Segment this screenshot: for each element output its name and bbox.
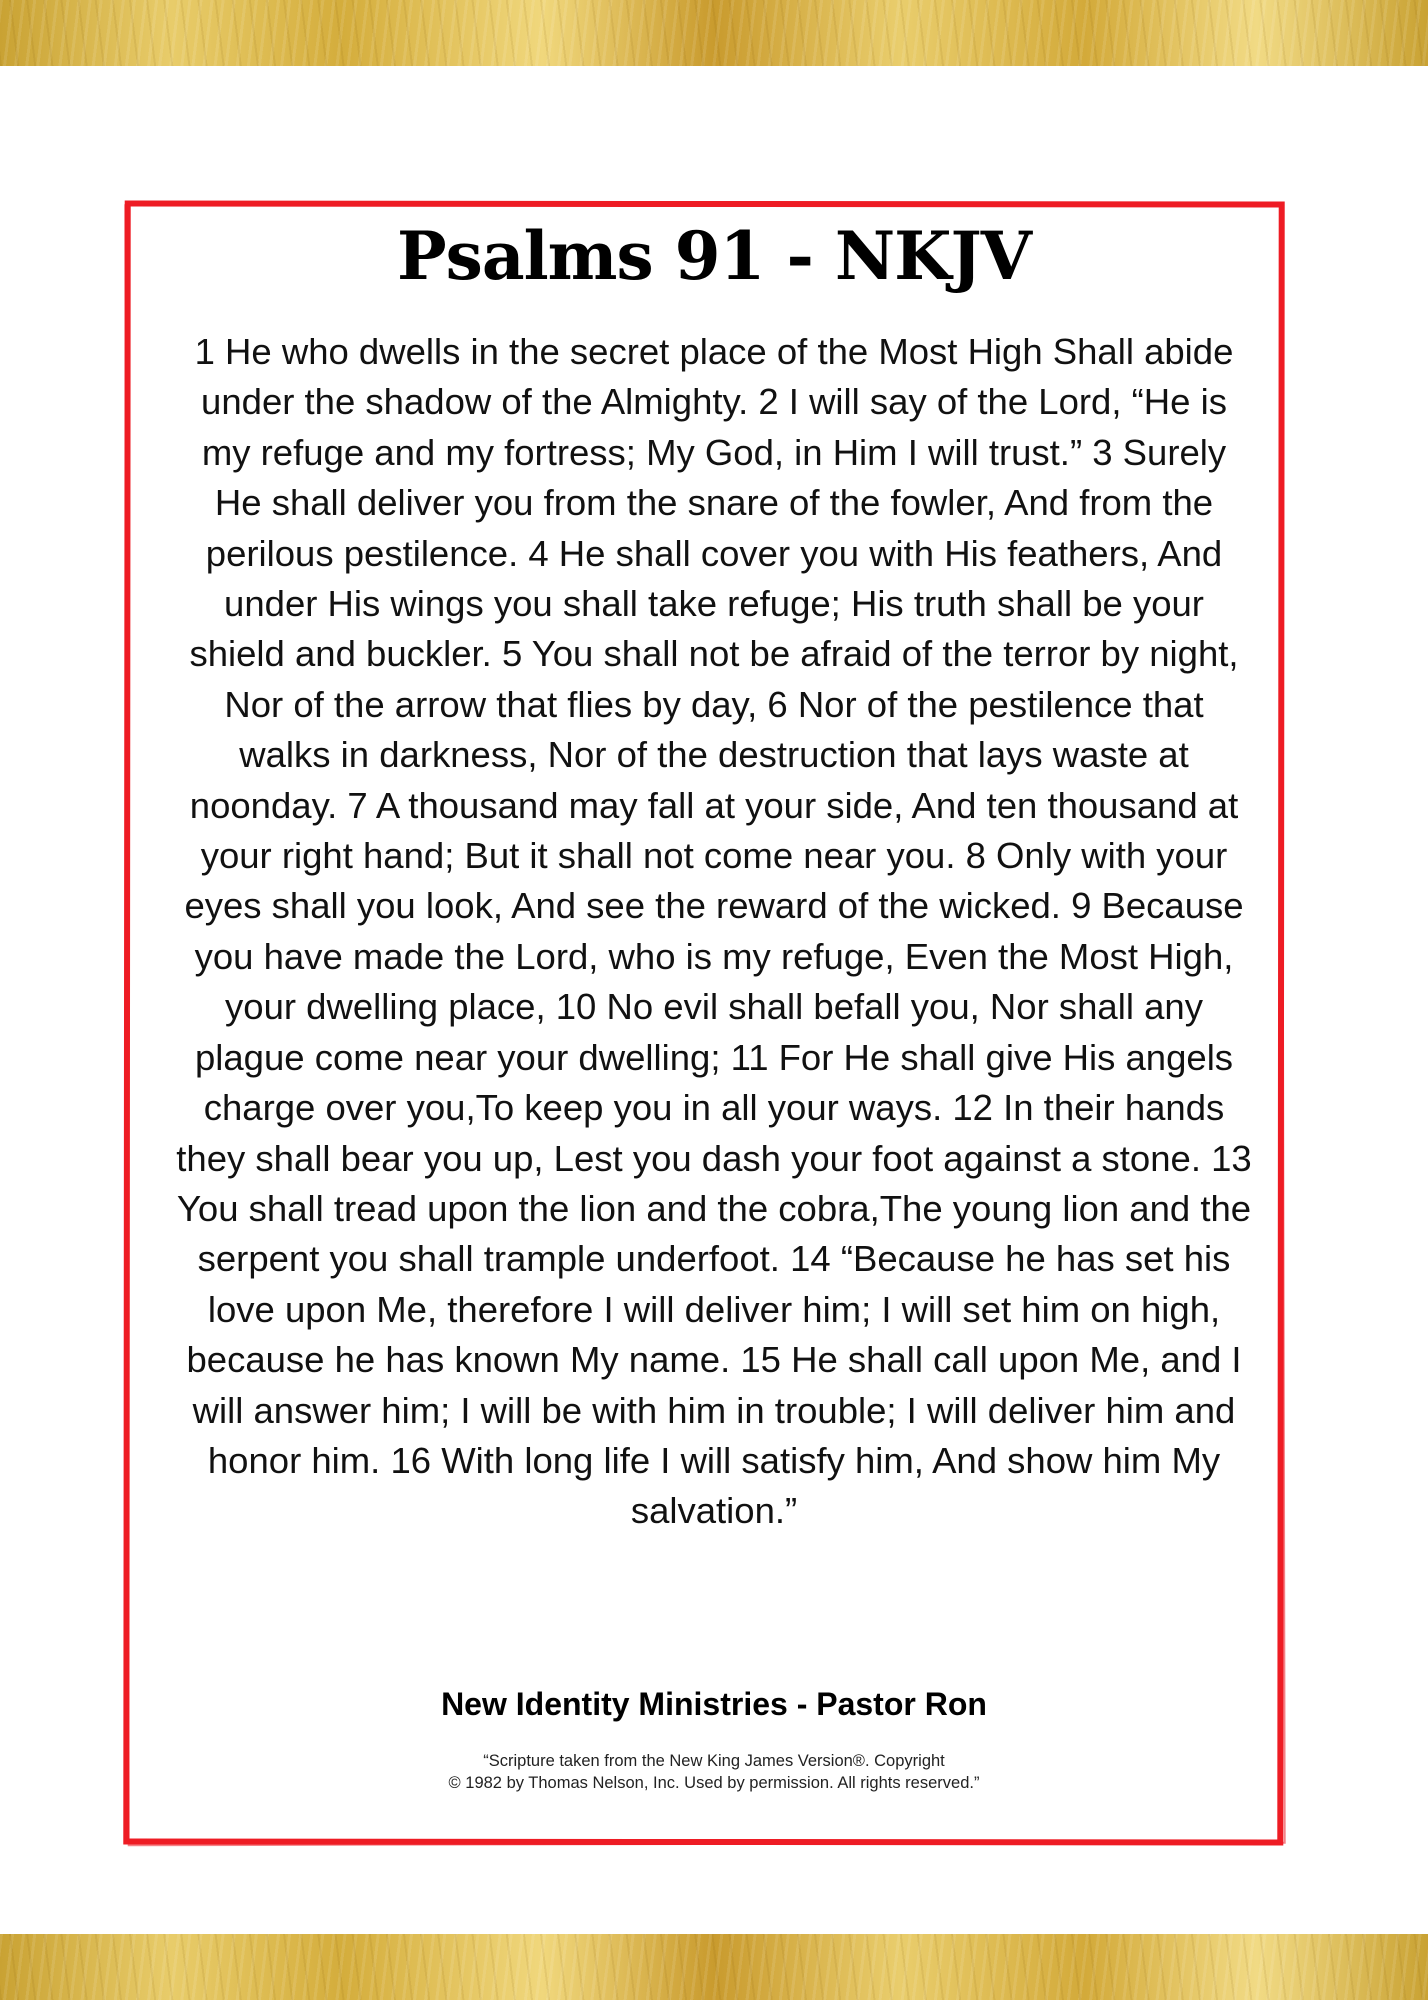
gold-border-bottom: [0, 1934, 1428, 2000]
page-title: Psalms 91 - NKJV: [397, 217, 1031, 295]
copyright-line-1: “Scripture taken from the New King James Version®. Copyright: [483, 1752, 945, 1770]
copyright-notice: [124, 1750, 1304, 1794]
ministry-credit: New Identity Ministries - Pastor Ron: [441, 1686, 987, 1722]
scripture-text: 1 He who dwells in the secret place of the Most High Shall abide under the shadow of the Almighty. 2 I will say of the Lord, “He is my refuge and my fortress; My God, in Him I will trust.” 3 Surely He shall deliver you from the snare of the fowler, And from the perilous pestilence. 4 He shall cover you with His feathers, And under His wings you shall take refuge; His truth shall be your shield and buckler. 5 You shall not be afraid of the terror by night, Nor of the arrow that flies by day, 6 Nor of the pestilence that walks in darkness, Nor of the destruction that lays waste at noonday. 7 A thousand may fall at your side, And ten thousand at your right hand; But it shall not come near you. 8 Only with your eyes shall you look, And see the reward of the wicked. 9 Because you have made the Lord, who is my refuge, Even the Most High, your dwelling place, 10 No evil shall befall you, Nor shall any plague come near your dwelling; 11 For He shall give His angels charge over you,To keep you in all your ways. 12 In their hands they shall bear you up, Lest you dash your foot against a stone. 13 You shall tread upon the lion and the cobra,The young lion and the serpent you shall trample underfoot. 14 “Because he has set his love upon Me, therefore I will deliver him; I will set him on high, because he has known My name. 15 He shall call upon Me, and I will answer him; I will be with him in trouble; I will deliver him and honor him. 16 With long life I will satisfy him, And show him My salvation.”: [176, 331, 1252, 1532]
copyright-line-2: © 1982 by Thomas Nelson, Inc. Used by permission. All rights reserved.”: [448, 1774, 980, 1792]
gold-border-top: [0, 0, 1428, 66]
